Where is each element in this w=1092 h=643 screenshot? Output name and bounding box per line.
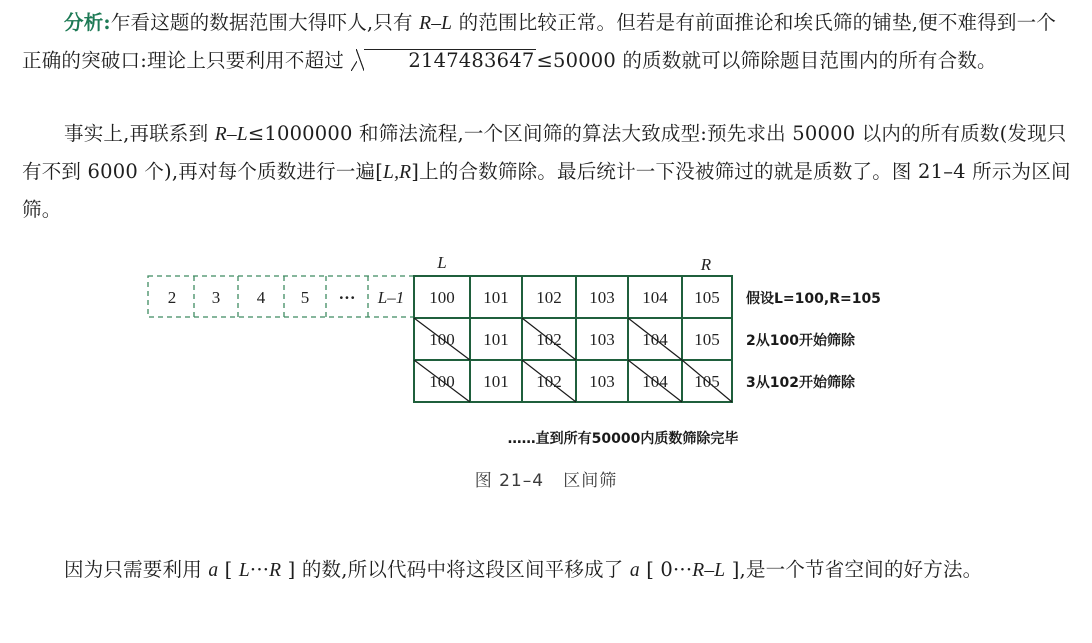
dashed-cell-box (148, 276, 414, 317)
cell-r2-c2: 101 (483, 330, 509, 349)
figure-footnote: ……直到所有50000内质数筛除完毕 (507, 431, 739, 447)
cell-r1-c5: 104 (642, 288, 668, 307)
row-side-labels (746, 290, 881, 391)
left-cell-4: 4 (256, 288, 266, 307)
para3-var-r: R (269, 560, 282, 581)
paragraph-analysis (22, 4, 1072, 79)
para2-var-lr: L,R (383, 162, 412, 183)
para2-text-1: 事实上,再联系到 (64, 122, 215, 145)
grid-row-3 (429, 372, 720, 391)
left-cell-5: 5 (300, 288, 310, 307)
analysis-lead: 分析: (64, 11, 111, 34)
cell-r2-c1: 100 (429, 330, 455, 349)
para3-text-2: [ (218, 558, 239, 581)
label-L: L (437, 253, 447, 272)
left-dashed-cells (148, 276, 414, 317)
para3-text-5: [ 0··· (639, 558, 693, 581)
para1-text-3: ≤50000 的质数就可以筛除题目范围内的所有合数。 (536, 49, 997, 72)
para2-text-3: ]上的合数筛除。最后统计一下没被筛过的就是质数了。图 21–4 所示为区间筛。 (22, 160, 1071, 221)
left-cell-3: 3 (211, 288, 221, 307)
para1-text-1: 乍看这题的数据范围大得吓人,只有 (110, 11, 420, 34)
para3-text-3: ··· (249, 558, 270, 581)
cell-r3-c1: 100 (429, 372, 455, 391)
cell-r1-c2: 101 (483, 288, 509, 307)
sieve-grid (414, 276, 732, 402)
cell-r1-c1: 100 (429, 288, 455, 307)
grid-outline (414, 276, 732, 402)
side-label-row-2: 2从100开始筛除 (746, 333, 855, 349)
para3-text-4: ] 的数,所以代码中将这段区间平移成了 (281, 558, 630, 581)
paragraph-interval-sieve (22, 115, 1072, 228)
label-R: R (700, 255, 712, 274)
cell-r1-c3: 102 (536, 288, 562, 307)
para1-var-rl: R–L (419, 13, 453, 34)
cell-r2-c6: 105 (694, 330, 720, 349)
para2-text-2: ≤1000000 和筛法流程,一个区间筛的算法大致成型:预先求出 50000 以内的所有质数(发现只有不到 6000 个),再对每个质数进行一遍[ (22, 122, 1067, 183)
grid-row-1 (429, 288, 720, 307)
para3-text-1: 因为只需要利用 (64, 558, 209, 581)
left-cell-L-1: L–1 (377, 288, 405, 307)
para3-var-l: L (238, 560, 250, 581)
para1-text-2: 的范围比较正常。但若是有前面推论和埃氏筛的铺垫,便不难得到一个正确的突破口:理论上只要利用不超过 (22, 11, 1057, 72)
cell-r1-c6: 105 (694, 288, 720, 307)
para3-var-a: a (208, 560, 219, 581)
side-label-row-1: 假设L=100,R=105 (746, 291, 881, 307)
cell-r3-c3: 102 (536, 372, 562, 391)
cell-r2-c3: 102 (536, 330, 562, 349)
left-cell-dots: ··· (338, 288, 356, 307)
side-label-row-3: 3从102开始筛除 (746, 375, 855, 391)
cell-r3-c2: 101 (483, 372, 509, 391)
figure-caption: 图 21–4 区间筛 (474, 471, 618, 491)
left-cell-2: 2 (167, 288, 177, 307)
para3-var-a2: a (629, 560, 640, 581)
grid-row-2 (429, 330, 720, 349)
sqrt-expression: 2147483647 (364, 49, 536, 72)
cell-r2-c5: 104 (642, 330, 668, 349)
para3-text-6: ],是一个节省空间的好方法。 (725, 558, 983, 581)
cell-r3-c4: 103 (589, 372, 615, 391)
cell-r3-c6: 105 (694, 372, 720, 391)
cell-r2-c4: 103 (589, 330, 615, 349)
para3-var-rl: R–L (692, 560, 726, 581)
left-cell-labels (168, 288, 404, 307)
para2-var-rl: R–L (214, 124, 248, 145)
cell-r1-c4: 103 (589, 288, 615, 307)
cell-r3-c5: 104 (642, 372, 668, 391)
paragraph-offset (22, 551, 1072, 589)
